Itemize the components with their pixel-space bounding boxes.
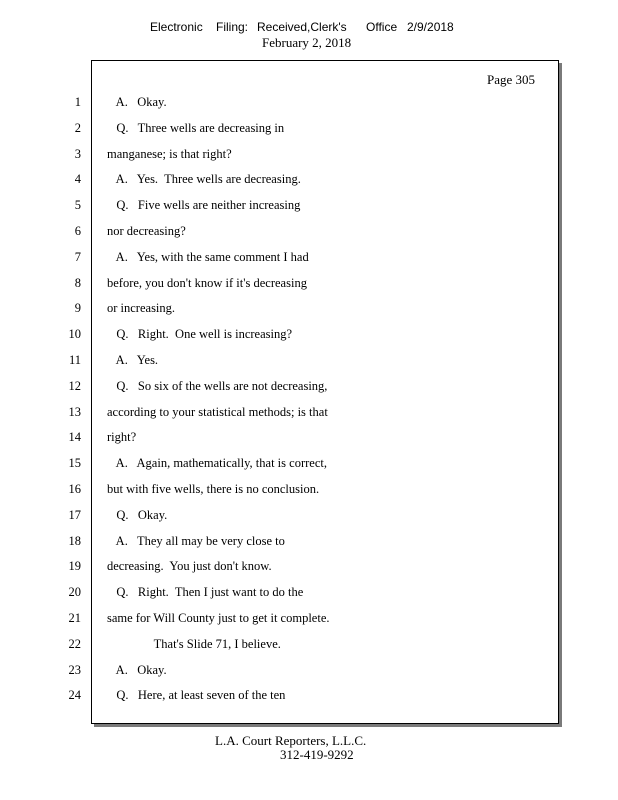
transcript-line [0,506,618,524]
transcript-line [0,325,618,343]
line-text: but with five wells, there is no conclusion. [107,482,320,496]
transcript-line [0,686,618,704]
line-number: 10 [68,327,81,342]
page-number: Page 305 [486,72,535,87]
transcript-line [0,403,618,421]
transcript-line [0,377,618,395]
transcript-line [0,299,618,317]
transcript-line [0,609,618,627]
line-text: A. Okay. [107,662,167,677]
line-text: Q. Right. One well is increasing? [107,327,293,342]
line-text: or increasing. [107,301,176,316]
line-number: 22 [68,636,81,651]
line-number: 20 [68,585,81,600]
reporter-phone: 312-419-9292 [280,747,354,762]
line-text: A. Okay. [107,95,167,109]
transcript-line [0,428,618,446]
transcript-line [0,274,618,292]
line-number: 14 [68,430,81,445]
line-text: A. Yes, with the same comment I had [107,249,309,264]
line-text: Q. Right. Then I just want to do the [107,585,304,600]
line-text: Q. Five wells are neither increasing [107,198,301,213]
transcript-line [0,532,618,550]
transcript-line [0,635,618,653]
transcript-line [0,119,618,137]
line-text: decreasing. You just don't know. [107,559,272,574]
line-text: A. Yes. Three wells are decreasing. [107,172,301,187]
line-number: 8 [74,275,81,290]
line-text: A. Yes. [107,353,159,367]
line-number: 15 [68,456,81,471]
filing-date: February 2, 2018 [262,35,352,50]
line-number: 7 [74,249,81,264]
line-text: before, you don't know if it's decreasing [107,275,307,290]
filing-stamp-word: Electronic [150,20,203,34]
transcript-line [0,248,618,266]
filing-stamp [0,20,618,36]
transcript-line [0,93,618,111]
transcript-line [0,196,618,214]
transcript-line [0,222,618,240]
transcript-line [0,583,618,601]
line-text: Q. Okay. [107,507,168,522]
line-number: 5 [74,198,81,213]
line-number: 1 [74,95,81,109]
filing-stamp-word: Office [366,20,398,34]
reporter-company: L.A. Court Reporters, L.L.C. [215,733,367,748]
line-number: 19 [68,559,81,574]
filing-stamp-word: Received,Clerk's [257,20,347,34]
line-text: Q. So six of the wells are not decreasing, [107,378,328,393]
line-number: 17 [68,507,81,522]
line-text: according to your statistical methods; is that [107,404,328,419]
line-number: 24 [68,688,81,703]
line-number: 6 [74,224,81,238]
line-number: 18 [68,533,81,548]
line-text: right? [107,430,137,445]
line-text: Q. Here, at least seven of the ten [107,688,286,703]
transcript-line [0,454,618,472]
line-text: same for Will County just to get it complete. [107,611,330,625]
line-number: 4 [74,172,81,187]
line-text: A. They all may be very close to [107,533,285,548]
line-text: That's Slide 71, I believe. [107,636,281,651]
line-number: 23 [68,662,81,677]
line-text: nor decreasing? [107,224,186,238]
line-number: 21 [68,611,81,625]
transcript-line [0,145,618,163]
transcript-line [0,661,618,679]
line-number: 12 [68,378,81,393]
transcript-line [0,170,618,188]
line-text: Q. Three wells are decreasing in [107,120,285,135]
line-number: 16 [68,482,81,496]
line-number: 3 [74,146,81,161]
line-text: A. Again, mathematically, that is correct, [107,456,327,471]
transcript-line [0,480,618,498]
line-text: manganese; is that right? [107,146,232,161]
line-number: 9 [74,301,81,316]
line-number: 2 [74,120,81,135]
filing-stamp-word: Filing: [216,20,249,34]
transcript-line [0,557,618,575]
line-number: 11 [68,353,81,367]
filing-stamp-word: 2/9/2018 [407,20,454,34]
line-number: 13 [68,404,81,419]
transcript-line [0,351,618,369]
